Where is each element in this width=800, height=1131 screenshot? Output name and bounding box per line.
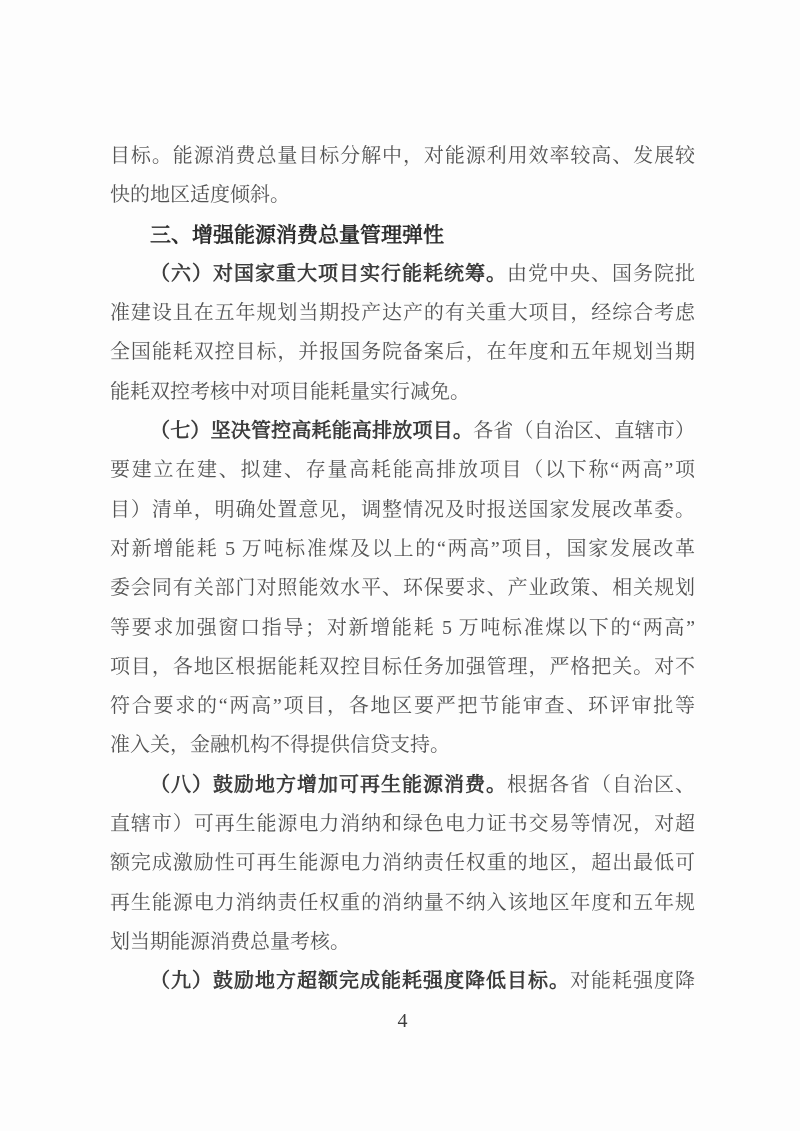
- page-number: 4: [397, 1009, 408, 1032]
- text-line: [110, 137, 695, 176]
- text-line: [110, 844, 695, 883]
- line-text: 各省（自治区、直辖市）: [473, 420, 695, 443]
- line-text: 委会同有关部门对照能效水平、环保要求、产业政策、相关规划: [110, 577, 695, 600]
- line-text: 根据各省（自治区、: [507, 773, 695, 796]
- line-text: 目）清单，明确处置意见，调整情况及时报送国家发展改革委。: [110, 498, 695, 521]
- text-line: [110, 923, 695, 962]
- paragraph-lead: （六）对国家重大项目实行能耗统筹。: [150, 262, 507, 285]
- line-text: 额完成激励性可再生能源电力消纳责任权重的地区，超出最低可: [110, 852, 695, 875]
- line-text: 等要求加强窗口指导；对新增能耗 5 万吨标准煤以下的“两高”: [110, 616, 695, 639]
- text-line: [110, 176, 695, 215]
- text-line: [110, 805, 695, 844]
- paragraph-lead: （九）鼓励地方超额完成能耗强度降低目标。: [150, 970, 570, 993]
- text-line: [110, 451, 695, 490]
- line-text: 直辖市）可再生能源电力消纳和绿色电力证书交易等情况，对超: [110, 813, 695, 836]
- text-line: [110, 530, 695, 569]
- paragraph: [110, 962, 695, 1001]
- line-text: 再生能源电力消纳责任权重的消纳量不纳入该地区年度和五年规: [110, 891, 695, 914]
- text-line: [110, 373, 695, 412]
- text-line: [110, 412, 695, 451]
- paragraph-lead: （七）坚决管控高耗能高排放项目。: [150, 420, 474, 443]
- text-line: [110, 884, 695, 923]
- paragraph-lead: （八）鼓励地方增加可再生能源消费。: [150, 773, 507, 796]
- section-heading: 三、增强能源消费总量管理弹性: [150, 223, 444, 247]
- text-line: [110, 255, 695, 294]
- line-text: 目标。能源消费总量目标分解中，对能源利用效率较高、发展较: [110, 145, 695, 167]
- text-line: [110, 491, 695, 530]
- paragraph: [110, 137, 695, 216]
- line-text: 准建设且在五年规划当期投产达产的有关重大项目，经综合考虑: [110, 302, 695, 325]
- line-text: 准入关，金融机构不得提供信贷支持。: [110, 734, 450, 757]
- line-text: 划当期能源消费总量考核。: [110, 930, 350, 953]
- line-text: 要建立在建、拟建、存量高耗能高排放项目（以下称“两高”项: [110, 459, 695, 482]
- text-line: [110, 648, 695, 687]
- text-line: [110, 333, 695, 372]
- line-text: 符合要求的“两高”项目，各地区要严把节能审查、环评审批等: [110, 695, 695, 718]
- line-text: 对能耗强度降: [570, 970, 695, 993]
- line-text: 由党中央、国务院批: [507, 262, 695, 285]
- text-line: [110, 569, 695, 608]
- line-text: 全国能耗双控目标，并报国务院备案后，在年度和五年规划当期: [110, 341, 695, 364]
- text-line: [110, 294, 695, 333]
- line-text: 项目，各地区根据能耗双控目标任务加强管理，严格把关。对不: [110, 655, 695, 678]
- text-line: [110, 609, 695, 648]
- text-line: [110, 962, 695, 1001]
- paragraph: [110, 412, 695, 766]
- text-line: [110, 726, 695, 765]
- text-line: [110, 687, 695, 726]
- line-text: 对新增能耗 5 万吨标准煤及以上的“两高”项目，国家发展改革: [110, 537, 695, 560]
- text-line: [110, 766, 695, 805]
- line-text: 能耗双控考核中对项目能耗量实行减免。: [110, 380, 470, 403]
- line-text: 快的地区适度倾斜。: [110, 184, 290, 207]
- paragraph: [110, 766, 695, 962]
- paragraph: [110, 255, 695, 412]
